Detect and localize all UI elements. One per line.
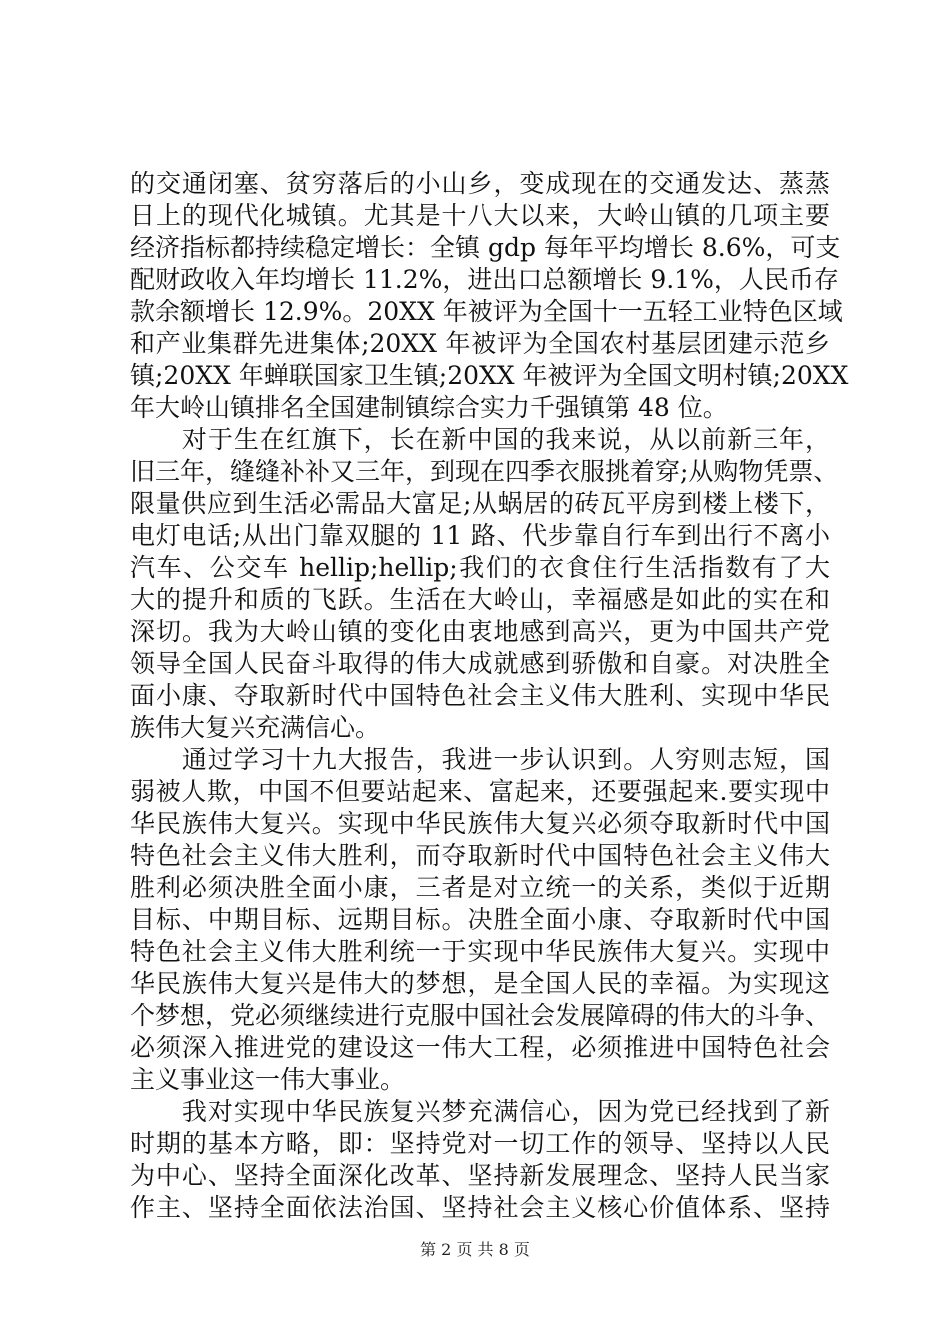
text-line: 大的提升和质的飞跃。生活在大岭山，幸福感是如此的实在和 [130, 585, 830, 614]
text-line: 特色社会主义伟大胜利统一于实现中华民族伟大复兴。实现中 [130, 937, 830, 966]
text-line: 旧三年，缝缝补补又三年，到现在四季衣服挑着穿;从购物凭票、 [130, 457, 839, 486]
text-line: 时期的基本方略，即：坚持党对一切工作的领导、坚持以人民 [130, 1129, 830, 1158]
text-line: 必须深入推进党的建设这一伟大工程，必须推进中国特色社会 [130, 1033, 830, 1062]
text-line: 为中心、坚持全面深化改革、坚持新发展理念、坚持人民当家 [130, 1161, 830, 1190]
text-line: 汽车、公交车 hellip;hellip;我们的衣食住行生活指数有了大 [130, 553, 830, 582]
text-line: 配财政收入年均增长 11.2%，进出口总额增长 9.1%，人民币存 [130, 265, 839, 294]
text-line: 镇;20XX 年蝉联国家卫生镇;20XX 年被评为全国文明村镇;20XX [130, 361, 849, 390]
text-line: 目标、中期目标、远期目标。决胜全面小康、夺取新时代中国 [130, 905, 830, 934]
text-line: 电灯电话;从出门靠双腿的 11 路、代步靠自行车到出行不离小 [130, 521, 830, 550]
text-line: 面小康、夺取新时代中国特色社会主义伟大胜利、实现中华民 [130, 681, 830, 710]
text-line: 主义事业这一伟大事业。 [130, 1065, 406, 1094]
text-line: 弱被人欺，中国不但要站起来、富起来，还要强起来.要实现中 [130, 777, 830, 806]
text-line: 华民族伟大复兴是伟大的梦想，是全国人民的幸福。为实现这 [130, 969, 830, 998]
text-line: 日上的现代化城镇。尤其是十八大以来，大岭山镇的几项主要 [130, 201, 830, 230]
text-line: 通过学习十九大报告，我进一步认识到。人穷则志短，国 [130, 745, 830, 774]
text-line: 款余额增长 12.9%。20XX 年被评为全国十一五轻工业特色区域 [130, 297, 843, 326]
text-line: 对于生在红旗下，长在新中国的我来说，从以前新三年， [130, 425, 830, 454]
text-line: 特色社会主义伟大胜利，而夺取新时代中国特色社会主义伟大 [130, 841, 830, 870]
text-line: 我对实现中华民族复兴梦充满信心，因为党已经找到了新 [130, 1097, 830, 1126]
page-number: 第 2 页 共 8 页 [420, 1240, 530, 1259]
text-line: 限量供应到生活必需品大富足;从蜗居的砖瓦平房到楼上楼下， [130, 489, 830, 518]
text-line: 年大岭山镇排名全国建制镇综合实力千强镇第 48 位。 [130, 393, 728, 422]
text-line: 胜利必须决胜全面小康，三者是对立统一的关系，类似于近期 [130, 873, 830, 902]
text-line: 个梦想，党必须继续进行克服中国社会发展障碍的伟大的斗争、 [130, 1001, 831, 1030]
text-line: 华民族伟大复兴。实现中华民族伟大复兴必须夺取新时代中国 [130, 809, 830, 838]
text-line: 深切。我为大岭山镇的变化由衷地感到高兴，更为中国共产党 [130, 617, 830, 646]
text-line: 作主、坚持全面依法治国、坚持社会主义核心价值体系、坚持 [130, 1193, 830, 1222]
text-line: 的交通闭塞、贫穷落后的小山乡，变成现在的交通发达、蒸蒸 [130, 169, 830, 198]
text-line: 和产业集群先进集体;20XX 年被评为全国农村基层团建示范乡 [130, 329, 830, 358]
text-line: 族伟大复兴充满信心。 [130, 713, 381, 742]
text-line: 经济指标都持续稳定增长：全镇 gdp 每年平均增长 8.6%，可支 [130, 233, 841, 262]
text-line: 领导全国人民奋斗取得的伟大成就感到骄傲和自豪。对决胜全 [130, 649, 830, 678]
